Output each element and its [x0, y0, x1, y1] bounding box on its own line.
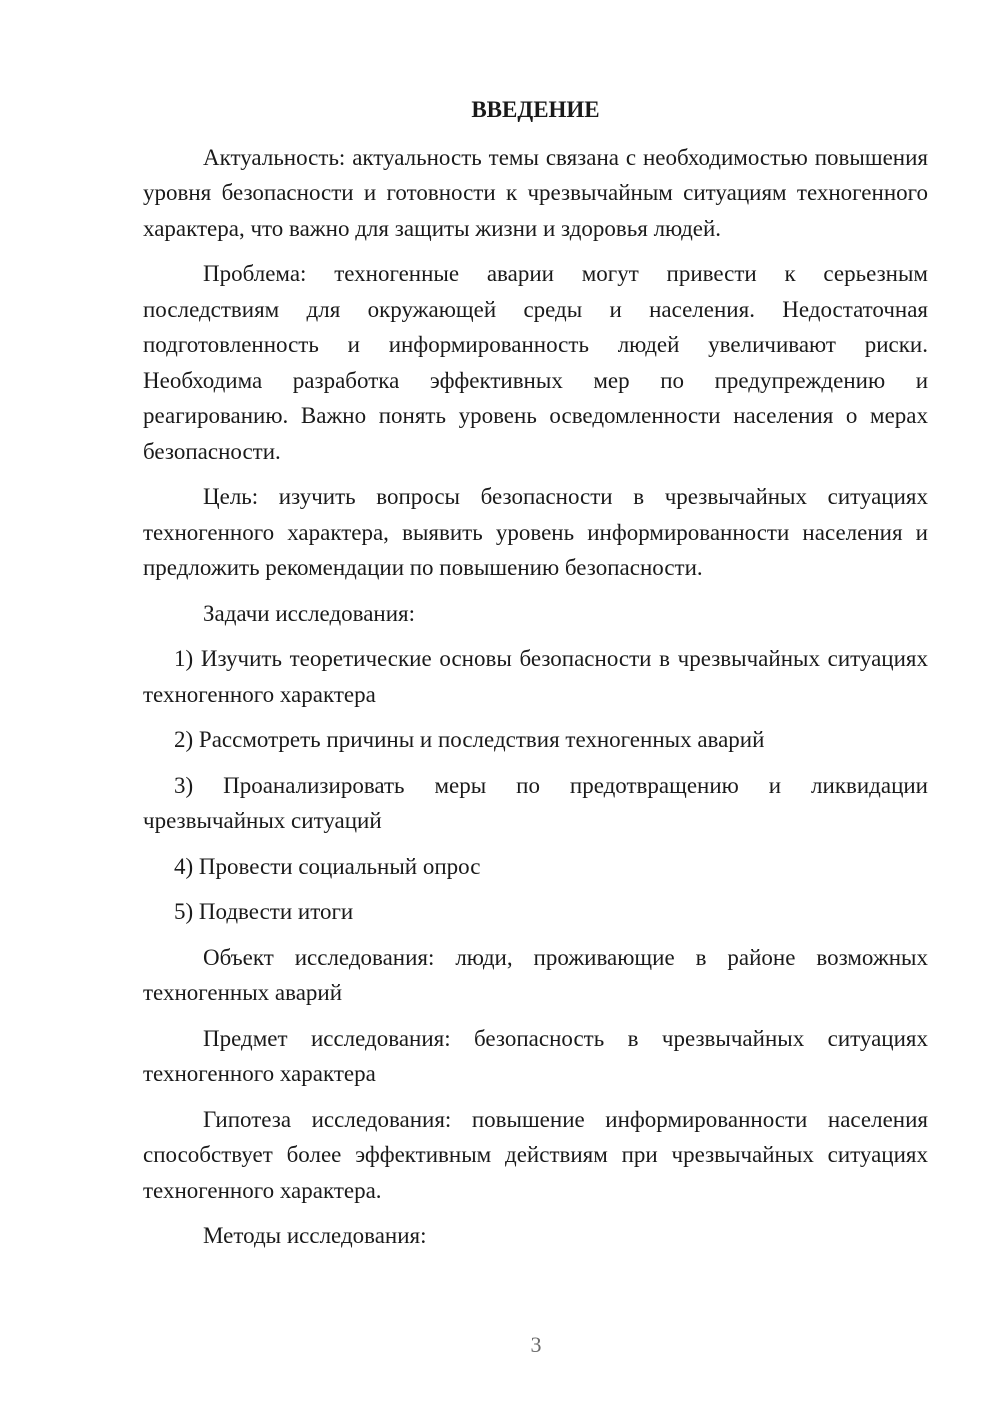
subject-paragraph: Предмет исследования: безопасность в чрезвычайных ситуациях техногенного характера — [143, 1025, 928, 1086]
goal-paragraph: Цель: изучить вопросы безопасности в чрезвычайных ситуациях техногенного характера, выявить уровень информированности населения и предложить рекомендации по повышению безопасности. — [143, 484, 928, 580]
tasks-heading: Задачи исследования: — [203, 600, 416, 626]
document-body — [143, 92, 928, 1264]
task-item: 1) Изучить теоретические основы безопасности в чрезвычайных ситуациях техногенного характера — [143, 646, 928, 707]
task-item: 4) Провести социальный опрос — [174, 853, 481, 879]
hypothesis-paragraph: Гипотеза исследования: повышение информированности населения способствует более эффективным действиям при чрезвычайных ситуациях техногенного характера. — [143, 1106, 928, 1203]
page-number: 3 — [530, 1332, 542, 1357]
relevance-paragraph: Актуальность: актуальность темы связана с необходимостью повышения уровня безопасности и готовности к чрезвычайным ситуациям техногенного характера, что важно для защиты жизни и здоровья людей. — [143, 144, 928, 241]
object-paragraph: Объект исследования: люди, проживающие в районе возможных техногенных аварий — [143, 944, 928, 1005]
problem-paragraph: Проблема: техногенные аварии могут привести к серьезным последствиям для окружающей среды и населения. Недостаточная подготовленность и информированность людей увеличивают риски. Необходима разработка эффективных мер по предупреждению и реагированию. Важно понять уровень осведомленности населения о мерах безопасности. — [143, 261, 928, 464]
task-item: 3) Проанализировать меры по предотвращению и ликвидации чрезвычайных ситуаций — [143, 772, 928, 833]
task-item: 2) Рассмотреть причины и последствия техногенных аварий — [174, 727, 765, 752]
section-title: ВВЕДЕНИЕ — [471, 97, 600, 122]
methods-heading: Методы исследования: — [203, 1223, 427, 1248]
task-item: 5) Подвести итоги — [174, 899, 354, 924]
